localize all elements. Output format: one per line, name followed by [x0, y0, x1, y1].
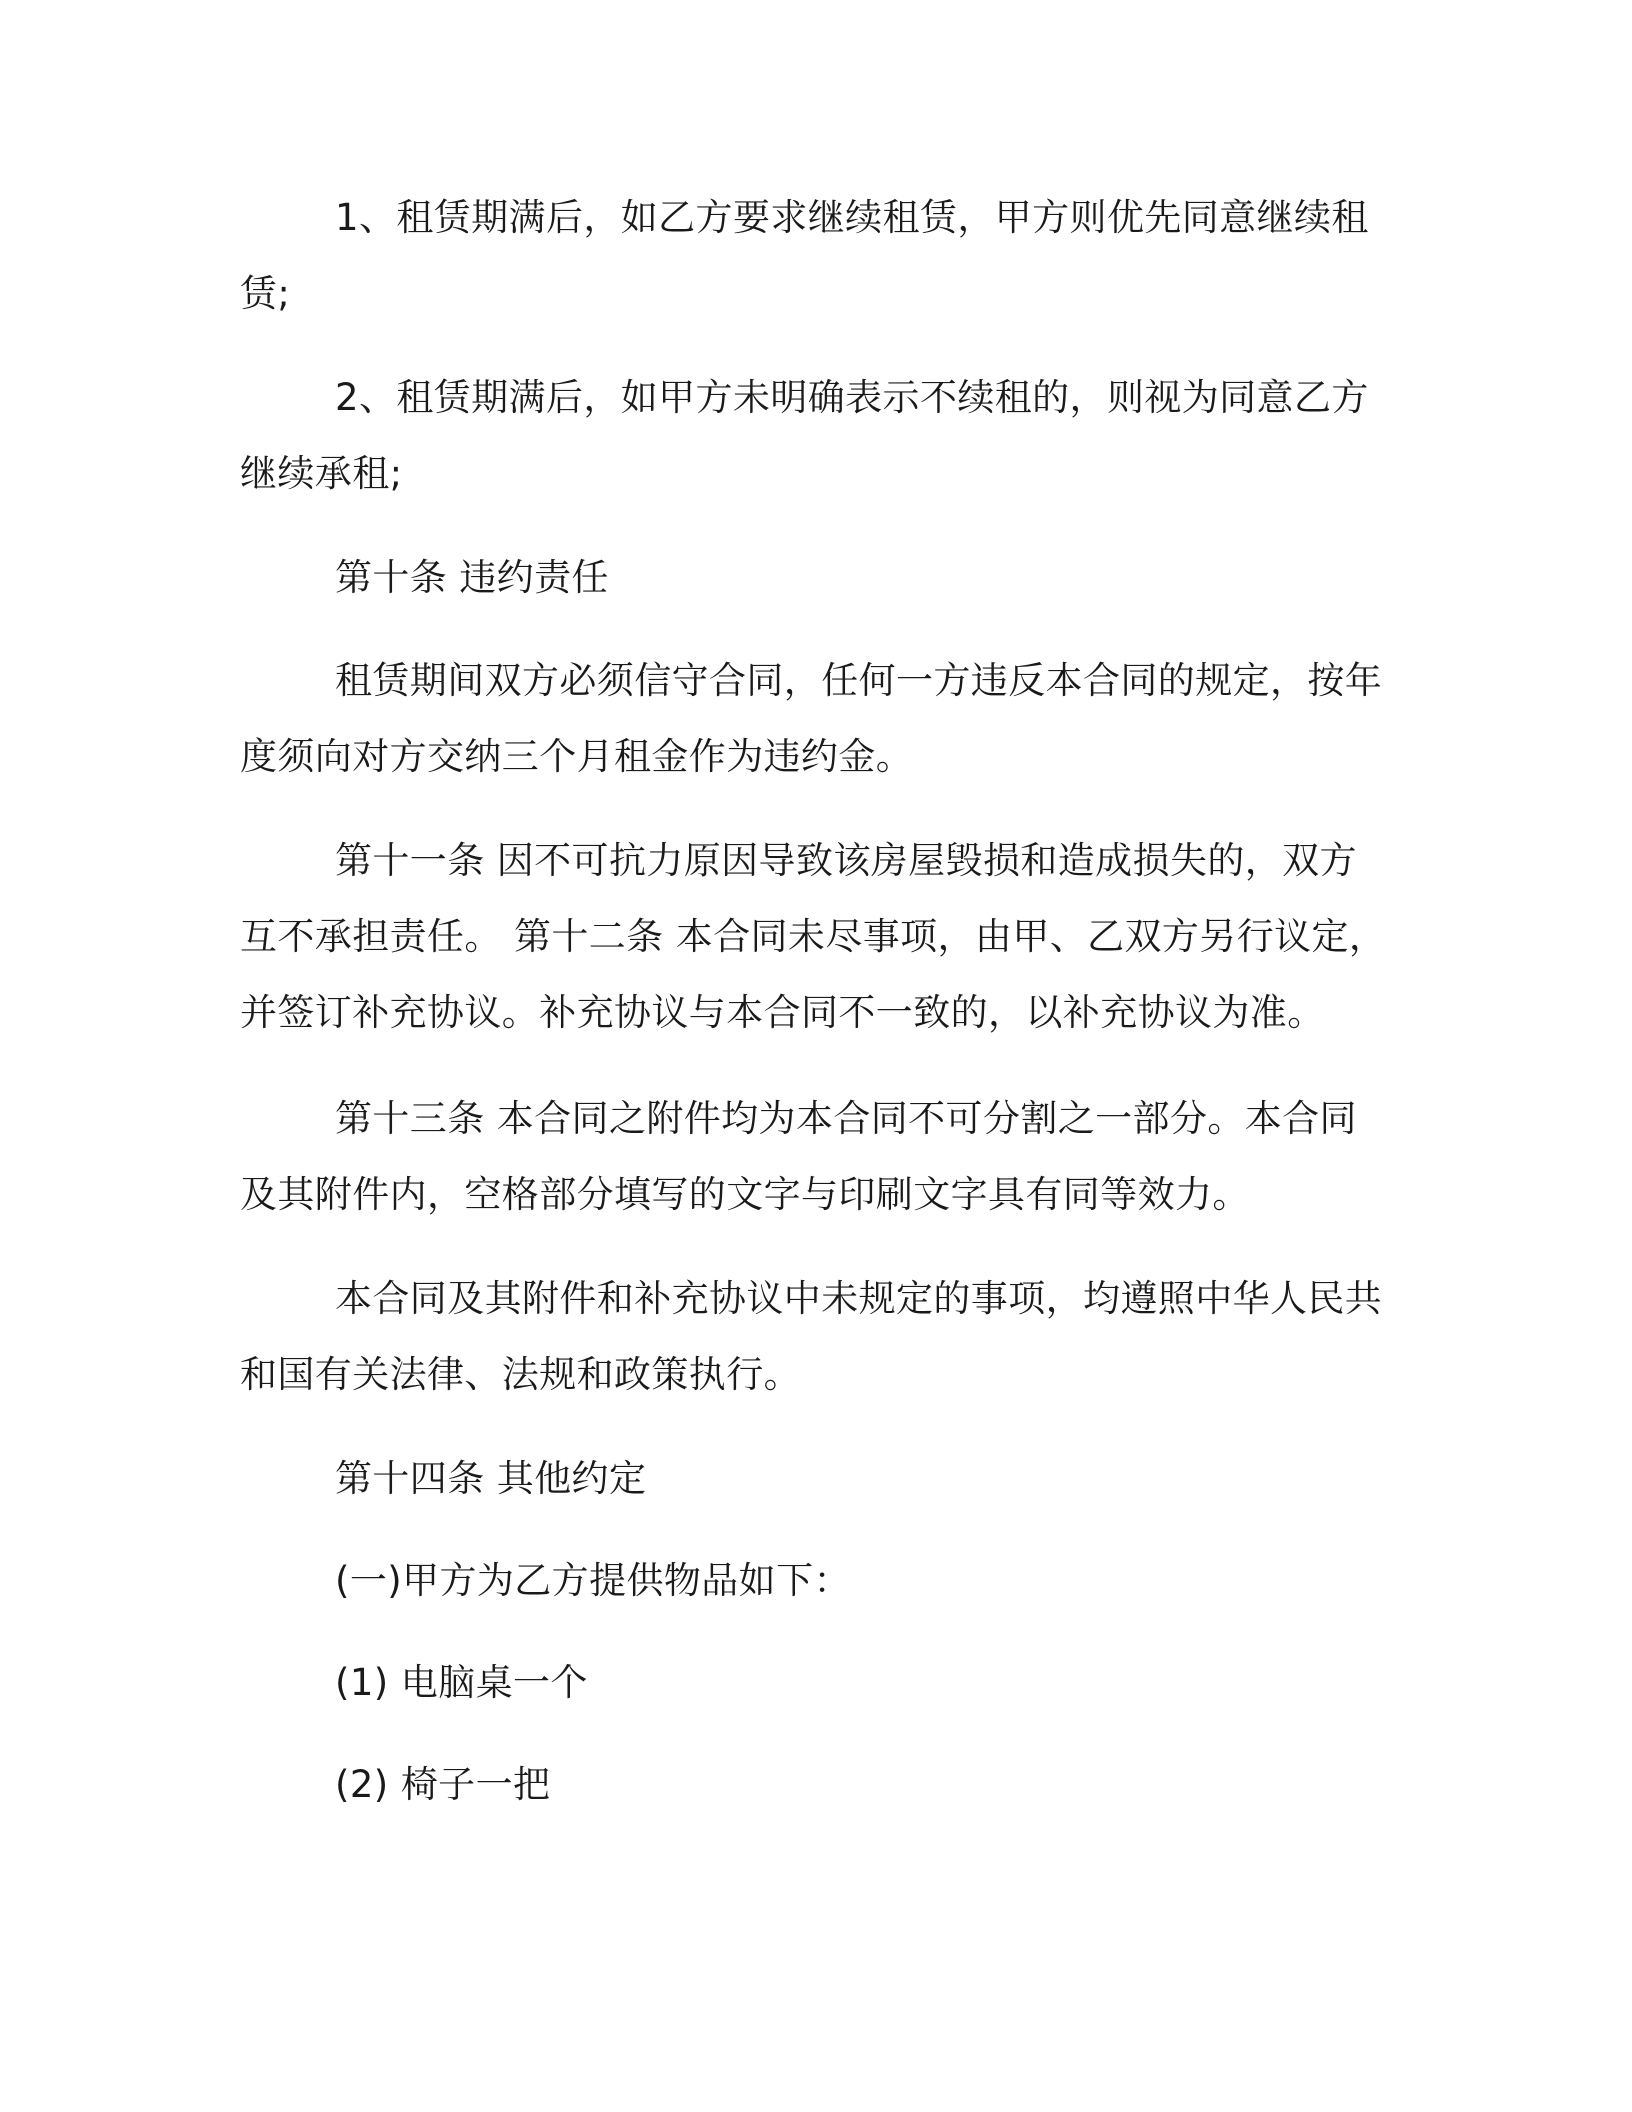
- paragraph-article-11-12: 第十一条 因不可抗力原因导致该房屋毁损和造成损失的，双方互不承担责任。 第十二条 本合同未尽事项，由甲、乙双方另行议定，并签订补充协议。补充协议与本合同不一致的，以补充协议为准。: [240, 839, 1387, 1034]
- heading-article-14: 第十四条 其他约定: [335, 1457, 647, 1500]
- paragraph-article-13: 第十三条 本合同之附件均为本合同不可分割之一部分。本合同及其附件内，空格部分填写的文字与印刷文字具有同等效力。: [240, 1097, 1357, 1216]
- list-item-computer-desk: (1) 电脑桌一个: [335, 1661, 588, 1704]
- paragraph-provided-items: (一)甲方为乙方提供物品如下：: [335, 1559, 851, 1602]
- paragraph-governing-law: 本合同及其附件和补充协议中未规定的事项，均遵照中华人民共和国有关法律、法规和政策执行。: [240, 1277, 1383, 1396]
- heading-article-10: 第十条 违约责任: [335, 556, 609, 599]
- paragraph-breach-liability: 租赁期间双方必须信守合同，任何一方违反本合同的规定，按年度须向对方交纳三个月租金作为违约金。: [240, 659, 1383, 778]
- paragraph-renewal-priority: 1、租赁期满后，如乙方要求继续租赁，甲方则优先同意继续租赁;: [240, 196, 1369, 315]
- paragraph-renewal-default: 2、租赁期满后，如甲方未明确表示不续租的，则视为同意乙方继续承租;: [240, 376, 1369, 495]
- list-item-chair: (2) 椅子一把: [335, 1763, 551, 1806]
